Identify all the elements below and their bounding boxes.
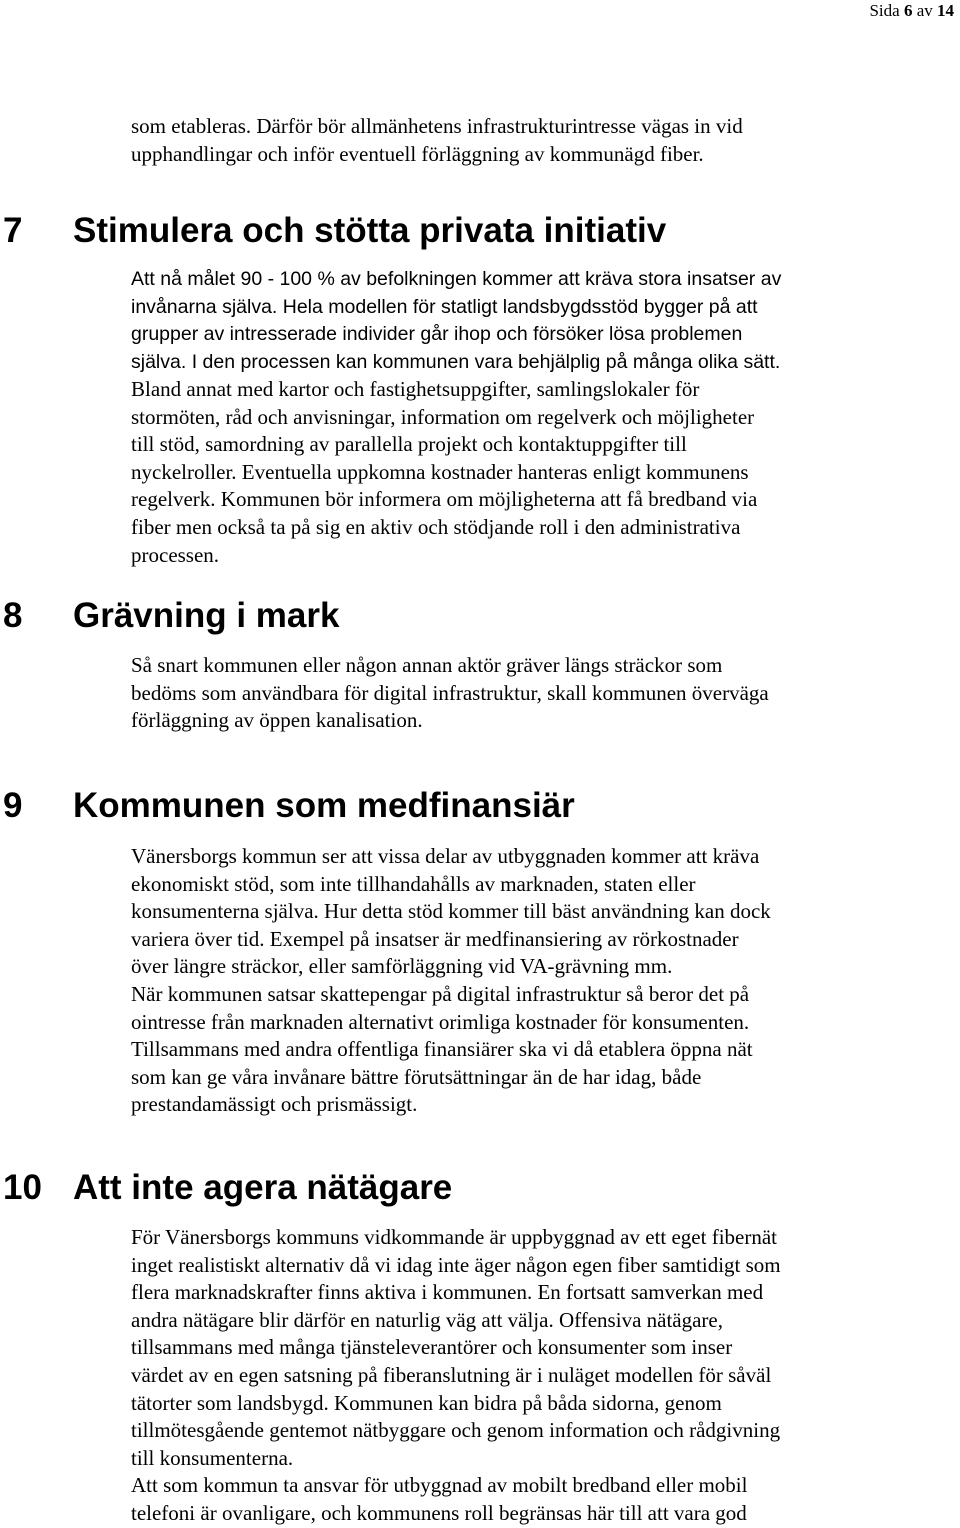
page-sep: av [916, 1, 933, 20]
section-heading-10 [3, 1168, 452, 1208]
text-line: upphandlingar och inför eventuell förläggning av kommunägd fiber. [131, 141, 704, 166]
text-line: Så snart kommunen eller någon annan aktör gräver längs sträckor som [131, 653, 723, 677]
text-line: tillsammans med många tjänsteleverantörer och konsumenter som inser [131, 1335, 733, 1360]
text-line: För Vänersborgs kommuns vidkommande är uppbyggnad av ett eget fibernät [131, 1225, 778, 1249]
text-line: över längre sträckor, eller samförläggning vid VA-grävning mm. [131, 954, 673, 979]
section-number: 9 [3, 786, 23, 825]
section-title: Att inte agera nätägare [73, 1168, 453, 1207]
section-title: Stimulera och stötta privata initiativ [73, 211, 667, 250]
text-line: andra nätägare blir därför en naturlig väg att välja. Offensiva nätägare, [131, 1307, 723, 1332]
text-line: variera över tid. Exempel på insatser är medfinansiering av rörkostnader [131, 926, 739, 951]
text-line: som kan ge våra invånare bättre förutsättningar än de har idag, både [131, 1064, 702, 1089]
page-prefix: Sida [869, 1, 900, 20]
text-line: När kommunen satsar skattepengar på digital infrastruktur så beror det på [131, 981, 750, 1006]
text-line: prestandamässigt och prismässigt. [131, 1092, 418, 1117]
section-title: Grävning i mark [73, 596, 340, 635]
section-9-body [131, 843, 921, 1119]
section-number: 10 [3, 1168, 42, 1207]
section-number: 7 [3, 211, 23, 250]
text-line: inget realistiskt alternativ då vi idag inte äger någon egen fiber samtidigt som [131, 1252, 781, 1277]
text-line: ointresse från marknaden alternativt orimliga kostnader för konsumenten. [131, 1009, 750, 1034]
section-title: Kommunen som medfinansiär [73, 786, 575, 825]
text-line: Vänersborgs kommun ser att vissa delar av utbyggnaden kommer att kräva [131, 844, 760, 868]
text-line: invånarna själva. Hela modellen för statligt landsbygdsstöd bygger på att [131, 295, 758, 318]
text-line: själva. I den processen kan kommunen vara behjälplig på många olika sätt. [131, 350, 781, 373]
text-line: ekonomiskt stöd, som inte tillhandahålls av marknaden, staten eller [131, 871, 696, 896]
text-line: till stöd, samordning av parallella projekt och kontaktuppgifter till [131, 432, 687, 457]
text-line: regelverk. Kommunen bör informera om möjligheterna att få bredband via [131, 487, 758, 512]
text-line: tillmötesgående gentemot nätbyggare och genom information och rådgivning [131, 1418, 781, 1443]
text-line: grupper av intresserade individer går ihop och försöker lösa problemen [131, 323, 743, 346]
text-line: nyckelroller. Eventuella uppkomna kostnader hanteras enligt kommunens [131, 459, 749, 484]
text-line: förläggning av öppen kanalisation. [131, 708, 423, 733]
text-line: värdet av en egen satsning på fiberanslutning är i nuläget modellen för såväl [131, 1362, 772, 1387]
section-7-body [131, 376, 921, 569]
intro-paragraph [131, 113, 921, 168]
text-line: tätorter som landsbygd. Kommunen kan bidra på båda sidorna, genom [131, 1390, 722, 1415]
text-line: flera marknadskrafter finns aktiva i kommunen. En fortsatt samverkan med [131, 1280, 764, 1305]
section-heading-7 [3, 211, 666, 251]
text-line: till konsumenterna. [131, 1445, 294, 1470]
text-line: Tillsammans med andra offentliga finansiärer ska vi då etablera öppna nät [131, 1037, 753, 1062]
text-line: bedöms som användbara för digital infrastruktur, skall kommunen överväga [131, 680, 769, 705]
section-7-intro-sans [131, 266, 921, 376]
text-line: stormöten, råd och anvisningar, information om regelverk och möjligheter [131, 404, 755, 429]
text-line: Att som kommun ta ansvar för utbyggnad av mobilt bredband eller mobil [131, 1473, 748, 1498]
text-line: telefoni är ovanligare, och kommunens roll begränsas här till att vara god [131, 1500, 747, 1525]
text-line: fiber men också ta på sig en aktiv och stödjande roll i den administrativa [131, 514, 741, 539]
section-number: 8 [3, 596, 23, 635]
section-heading-8 [3, 596, 339, 636]
section-heading-9 [3, 786, 575, 826]
page-number [869, 0, 954, 22]
text-line: som etableras. Därför bör allmänhetens infrastrukturintresse vägas in vid [131, 114, 743, 138]
text-line: konsumenterna själva. Hur detta stöd kommer till bäst användning kan dock [131, 899, 771, 924]
section-8-body [131, 652, 921, 735]
page-current: 6 [903, 1, 913, 20]
text-line: Att nå målet 90 - 100 % av befolkningen kommer att kräva stora insatser av [131, 268, 782, 290]
text-line: processen. [131, 542, 220, 567]
text-line: Bland annat med kartor och fastighetsuppgifter, samlingslokaler för [131, 377, 700, 401]
section-10-body [131, 1224, 921, 1528]
page-total: 14 [937, 1, 954, 20]
